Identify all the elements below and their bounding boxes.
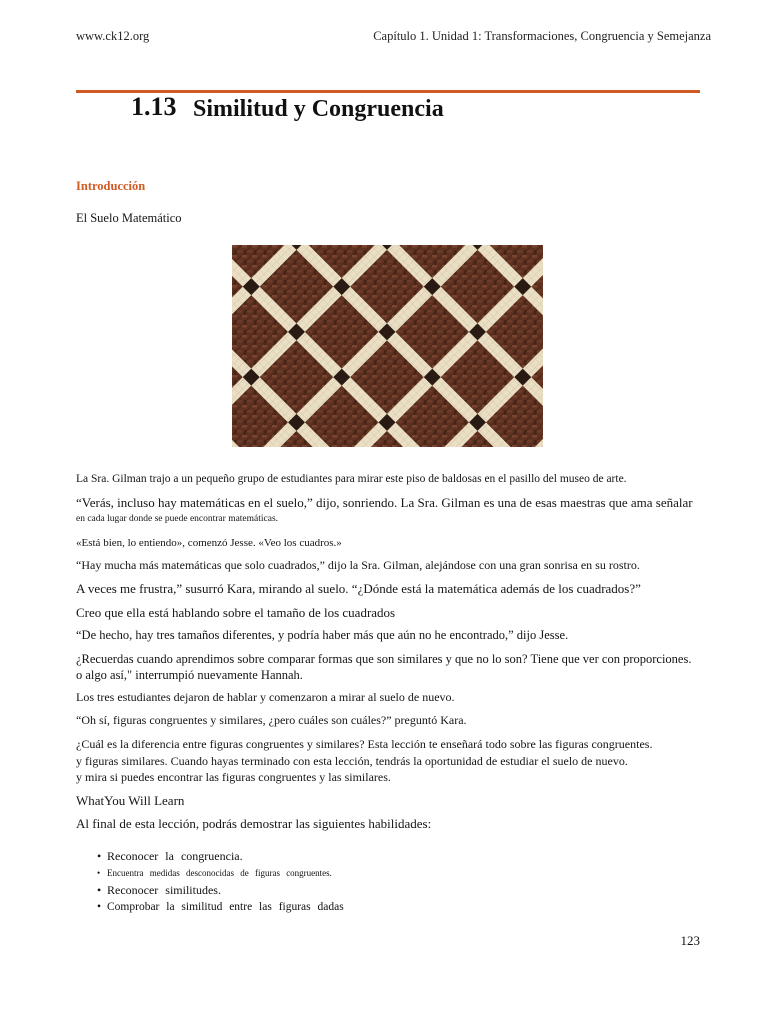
paragraph-2: “Verás, incluso hay matemáticas en el suelo,” dijo, sonriendo. La Sra. Gilman es una de esas maestras que ama señalar — [76, 495, 693, 510]
tiled-floor-photo — [232, 245, 543, 447]
skills-list — [97, 848, 344, 916]
page-number: 123 — [680, 933, 700, 948]
skill-item: • Encuentra medidas desconocidas de figuras congruentes. — [97, 865, 344, 881]
paragraph-7: “De hecho, hay tres tamaños diferentes, y podría haber más que aún no he encontrado,” dijo Jesse. — [76, 628, 569, 642]
paragraph-11-cont: y figuras similares. Cuando hayas terminado con esta lección, tendrás la oportunidad de estudiar el suelo de nuevo. — [76, 754, 628, 768]
paragraph-11: ¿Cuál es la diferencia entre figuras congruentes y similares? Esta lección te enseñará todo sobre las figuras congruentes. — [76, 737, 653, 751]
paragraph-2-cont: en cada lugar donde se puede encontrar matemáticas. — [76, 514, 279, 524]
skill-item: • Comprobar la similitud entre las figuras dadas — [97, 899, 344, 916]
paragraph-3: «Está bien, lo entiendo», comenzó Jesse. «Veo los cuadros.» — [76, 537, 342, 549]
paragraph-4: “Hay mucha más matemáticas que solo cuadrados,” dijo la Sra. Gilman, alejándose con una gran sonrisa en su rostro. — [76, 558, 640, 572]
paragraph-9: Los tres estudiantes dejaron de hablar y comenzaron a mirar al suelo de nuevo. — [76, 690, 455, 704]
skill-item: • Reconocer similitudes. — [97, 881, 344, 899]
subtitle: El Suelo Matemático — [76, 211, 182, 225]
section-number: 1.13 — [131, 92, 177, 121]
intro-heading: Introducción — [76, 179, 146, 193]
skill-item: • Reconocer la congruencia. — [97, 848, 344, 865]
paragraph-8-cont: o algo así," interrumpió nuevamente Hannah. — [76, 668, 303, 682]
header-chapter: Capítulo 1. Unidad 1: Transformaciones, Congruencia y Semejanza — [373, 29, 711, 43]
section-title: Similitud y Congruencia — [193, 96, 444, 122]
paragraph-11-cont-2: y mira si puedes encontrar las figuras congruentes y las similares. — [76, 770, 391, 784]
paragraph-5: A veces me frustra,” susurró Kara, mirando al suelo. “¿Dónde está la matemática además de los cuadrados?” — [76, 581, 641, 596]
paragraph-10: “Oh sí, figuras congruentes y similares, ¿pero cuáles son cuáles?” preguntó Kara. — [76, 713, 467, 727]
skills-intro: Al final de esta lección, podrás demostrar las siguientes habilidades: — [76, 816, 432, 831]
paragraph-1: La Sra. Gilman trajo a un pequeño grupo de estudiantes para mirar este piso de baldosas en el pasillo del museo de arte. — [76, 473, 627, 485]
header-site: www.ck12.org — [76, 29, 150, 43]
paragraph-6: Creo que ella está hablando sobre el tamaño de los cuadrados — [76, 605, 396, 620]
learn-heading: WhatYou Will Learn — [76, 793, 185, 808]
paragraph-8: ¿Recuerdas cuando aprendimos sobre comparar formas que son similares y que no lo son? Tiene que ver con proporciones. — [76, 652, 692, 666]
